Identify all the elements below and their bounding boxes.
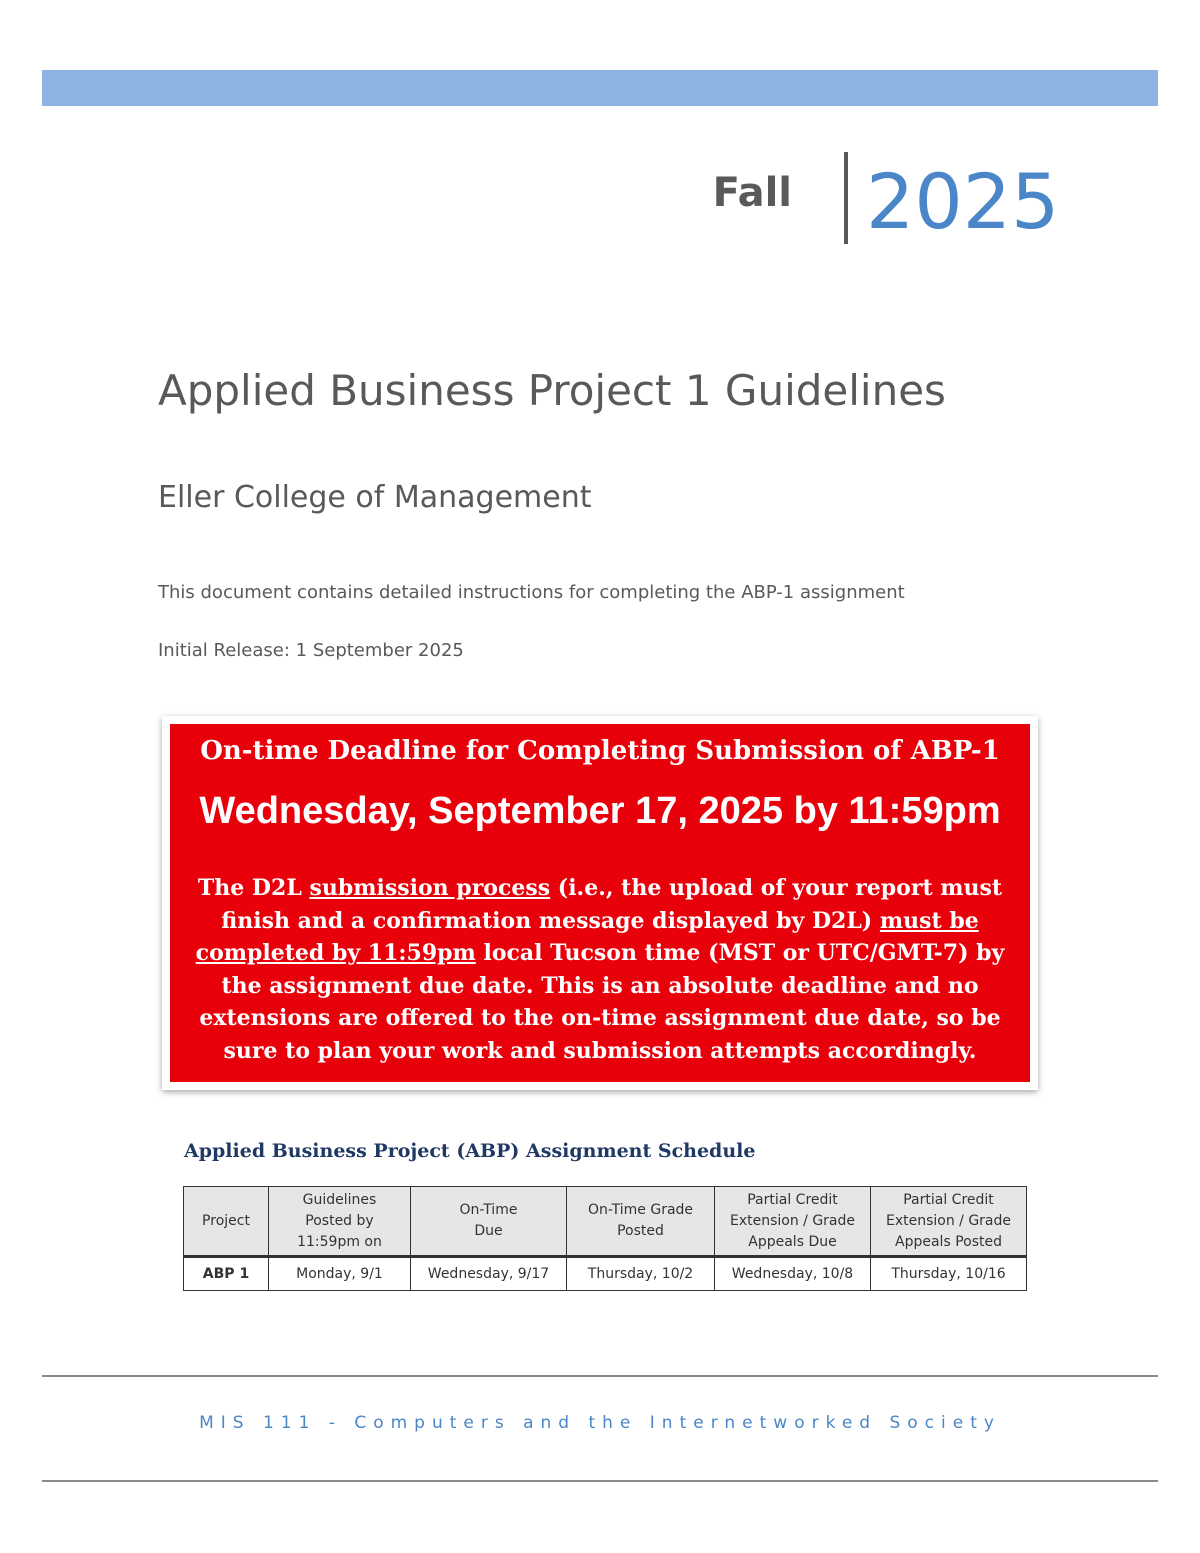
column-header-line: On-Time: [459, 1202, 518, 1218]
column-header-line: Posted by: [305, 1212, 374, 1229]
deadline-body-text: (i.e., the upload of your report must finish and a confirmation message displayed by D2L): [221, 875, 1003, 934]
column-header-line: Partial Credit: [747, 1191, 838, 1208]
table-cell: Thursday, 10/16: [871, 1257, 1027, 1291]
column-header: [715, 1187, 871, 1257]
table-cell: Monday, 9/1: [269, 1257, 411, 1291]
schedule-title: Applied Business Project (ABP) Assignment Schedule: [184, 1140, 756, 1162]
column-header-line: Extension / Grade: [729, 1212, 856, 1229]
footer-rule-top: [42, 1375, 1158, 1377]
column-header-line: 11:59pm on: [297, 1233, 382, 1250]
deadline-date: Wednesday, September 17, 2025 by 11:59pm: [199, 790, 1001, 832]
column-header: [269, 1187, 411, 1257]
release-date: Initial Release: 1 September 2025: [158, 640, 464, 661]
column-header-line: Due: [474, 1223, 503, 1239]
deadline-body-text: The D2L: [197, 875, 310, 901]
column-header-line: Posted: [617, 1223, 664, 1239]
column-header-line: Partial Credit: [903, 1191, 994, 1208]
document-subtitle: Eller College of Management: [158, 480, 592, 515]
table-row: [184, 1257, 1027, 1291]
column-header-line: Appeals Due: [748, 1233, 837, 1250]
column-header-line: Project: [202, 1212, 250, 1229]
deadline-body-text: local Tucson time (MST or UTC/GMT-7) by the assignment due date. This is an absolute deadline and no extensions are offered to the on-time assignment due date, so be sure to plan your work and submission attempts accordingly.: [199, 940, 1005, 1064]
schedule-table: [183, 1186, 1027, 1291]
column-header: [411, 1187, 567, 1257]
deadline-body-emphasis: must be completed by 11:59pm: [195, 907, 979, 966]
term-divider: [844, 152, 848, 244]
column-header-line: On-Time Grade: [587, 1202, 694, 1218]
footer-course-name: MIS 111 - Computers and the Internetworked Society: [199, 1413, 1001, 1433]
table-cell: Wednesday, 9/17: [411, 1257, 567, 1291]
deadline-callout: [162, 716, 1038, 1090]
column-header: [567, 1187, 715, 1257]
deadline-panel: [170, 724, 1030, 1082]
document-description: This document contains detailed instructions for completing the ABP-1 assignment: [158, 582, 905, 603]
footer-rule-bottom: [42, 1480, 1158, 1482]
table-cell: ABP 1: [184, 1257, 269, 1291]
column-header-line: Guidelines: [302, 1191, 377, 1208]
deadline-body-emphasis: submission process: [309, 875, 551, 901]
deadline-heading: On-time Deadline for Completing Submission of ABP-1: [200, 736, 1000, 766]
table-header-row: [184, 1187, 1027, 1257]
deadline-body: [184, 872, 1016, 1067]
column-header: [184, 1187, 269, 1257]
term-year: 2025: [866, 157, 1060, 246]
column-header-line: Appeals Posted: [895, 1233, 1002, 1250]
column-header: [871, 1187, 1027, 1257]
term-season: Fall: [712, 170, 792, 216]
document-title: Applied Business Project 1 Guidelines: [158, 366, 946, 415]
header-color-bar: [42, 70, 1158, 106]
table-cell: Wednesday, 10/8: [715, 1257, 871, 1291]
table-cell: Thursday, 10/2: [567, 1257, 715, 1291]
column-header-line: Extension / Grade: [885, 1212, 1012, 1229]
